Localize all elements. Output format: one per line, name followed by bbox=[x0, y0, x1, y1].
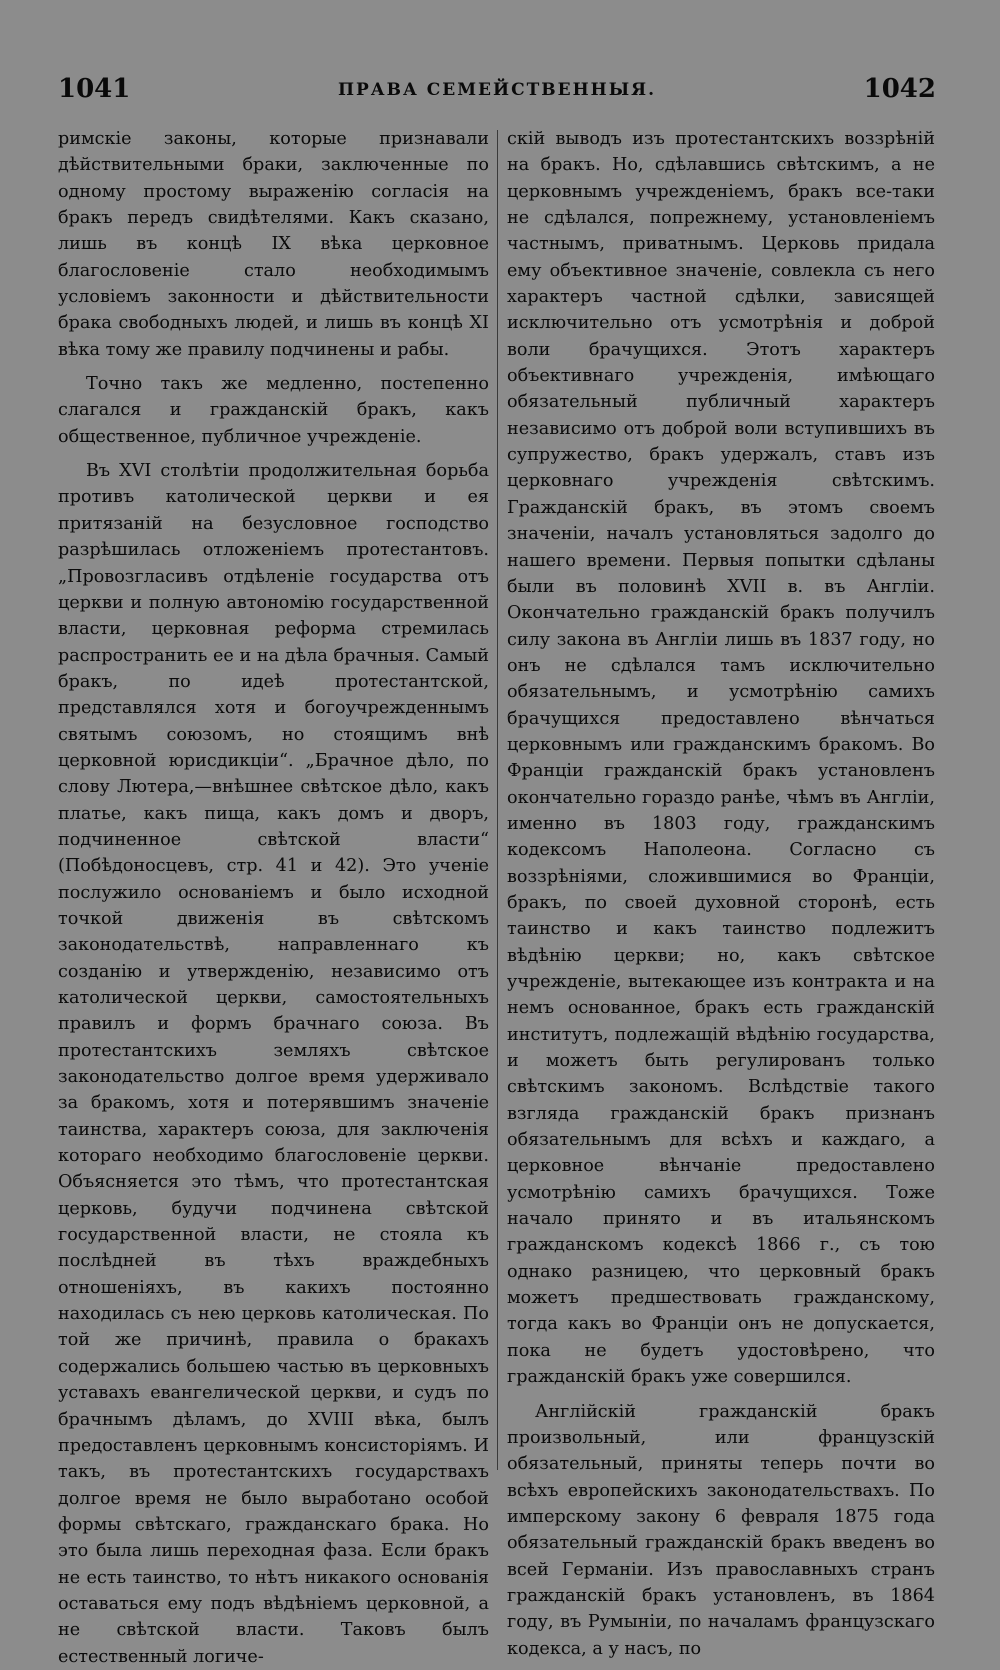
page-number-right: 1042 bbox=[863, 74, 936, 104]
left-column bbox=[58, 126, 489, 1670]
right-column bbox=[507, 126, 935, 1662]
left-paragraph-3: Въ XVI столѣтіи продолжительная борьба противъ католической церкви и ея притязаній на безусловное господство разрѣшилась отложеніемъ протестантовъ. „Провозгласивъ отдѣленіе государства отъ церкви и полную автономію государственной власти, церковная реформа стремилась распространить ее и на дѣла брачныя. Самый бракъ, по идеѣ протестантской, представлялся хотя и богоучрежденнымъ святымъ союзомъ, но стоящимъ внѣ церковной юрисдикціи“. „Брачное дѣло, по слову Лютера,—внѣшнее свѣтское дѣло, какъ платье, какъ пища, какъ домъ и дворъ, подчиненное свѣтской власти“ (Побѣдоносцевъ, стр. 41 и 42). Это ученіе послужило основаніемъ и было исходной точкой движенія въ свѣтскомъ законодательствѣ, направленнаго къ созданію и утвержденію, независимо отъ католической церкви, самостоятельныхъ правилъ и формъ брачнаго союза. Въ протестантскихъ земляхъ свѣтское законодательство долгое время удерживало за бракомъ, хотя и потерявшимъ значеніе таинства, характеръ союза, для заключенія котораго необходимо благословеніе церкви. Объясняется это тѣмъ, что протестантская церковь, будучи подчинена свѣтской государственной власти, не стояла къ послѣдней въ тѣхъ враждебныхъ отношеніяхъ, въ какихъ постоянно находилась съ нею церковь католическая. По той же причинѣ, правила о бракахъ содержались большею частью въ церковныхъ уставахъ евангелической церкви, и судъ по брачнымъ дѣламъ, до XVIII вѣка, былъ предоставленъ церковнымъ консисторіямъ. И такъ, въ протестантскихъ государствахъ долгое время не было выработано особой формы свѣтскаго, гражданскаго брака. Но это была лишь переходная фаза. Если бракъ не есть таинство, то нѣтъ никакого основанія оставаться ему подъ вѣдѣніемъ церковной, а не свѣтской власти. Таковъ былъ естественный логиче- bbox=[58, 461, 489, 1667]
running-title: ПРАВА СЕМЕЙСТВЕННЫЯ. bbox=[337, 80, 657, 100]
left-paragraph-1: римскіе законы, которые признавали дѣйствительными браки, заключенные по одному простому выраженію согласія на бракъ передъ свидѣтелями. Какъ сказано, лишь въ концѣ IX вѣка церковное благословеніе стало необходимымъ условіемъ законности и дѣйствительности брака свободныхъ людей, и лишь въ концѣ XI вѣка тому же правилу подчинены и рабы. bbox=[58, 129, 489, 360]
left-paragraph-2: Точно такъ же медленно, постепенно слагался и гражданскій бракъ, какъ общественное, публичное учрежденіе. bbox=[58, 374, 489, 447]
right-paragraph-1: скій выводъ изъ протестантскихъ воззрѣній на бракъ. Но, сдѣлавшись свѣтскимъ, а не церковнымъ учрежденіемъ, бракъ все-таки не сдѣлался, попрежнему, установленіемъ частнымъ, приватнымъ. Церковь придала ему объективное значеніе, совлекла съ него характеръ частной сдѣлки, зависящей исключительно отъ усмотрѣнія и доброй воли брачущихся. Этотъ характеръ объективнаго учрежденія, имѣющаго обязательный публичный характеръ независимо отъ доброй воли вступившихъ въ супружество, бракъ удержалъ, ставъ изъ церковнаго учрежденія свѣтскимъ. Гражданскій бракъ, въ этомъ своемъ значеніи, началъ установляться задолго до нашего времени. Первыя попытки сдѣланы были въ половинѣ XVII в. въ Англіи. Окончательно гражданскій бракъ получилъ силу закона въ Англіи лишь въ 1837 году, но онъ не сдѣлался тамъ исключительно обязательнымъ, и усмотрѣнію самихъ брачущихся предоставлено вѣнчаться церковнымъ или гражданскимъ бракомъ. Во Франціи гражданскій бракъ установленъ окончательно гораздо ранѣе, чѣмъ въ Англіи, именно въ 1803 году, гражданскимъ кодексомъ Наполеона. Согласно съ воззрѣніями, сложившимися во Франціи, бракъ, по своей духовной сторонѣ, есть таинство и какъ таинство подлежитъ вѣдѣнію церкви; но, какъ свѣтское учрежденіе, вытекающее изъ контракта и на немъ основанное, бракъ есть гражданскій институтъ, подлежащій вѣдѣнію государства, и можетъ быть регулированъ только свѣтскимъ закономъ. Вслѣдствіе такого взгляда гражданскій бракъ признанъ обязательнымъ для всѣхъ и каждаго, а церковное вѣнчаніе предоставлено усмотрѣнію самихъ брачущихся. Тоже начало принято и въ итальянскомъ гражданскомъ кодексѣ 1866 г., съ тою однако разницею, что церковный бракъ можетъ предшествовать гражданскому, тогда какъ во Франціи онъ не допускается, пока не будетъ удостовѣрено, что гражданскій бракъ уже совершился. bbox=[507, 129, 935, 1388]
column-divider bbox=[497, 130, 498, 1470]
running-header bbox=[58, 74, 936, 108]
right-paragraph-2: Англійскій гражданскій бракъ произвольный, или французскій обязательный, приняты теперь почти во всѣхъ европейскихъ законодательствахъ. По имперскому закону 6 февраля 1875 года обязательный гражданскій бракъ введенъ во всей Германіи. Изъ православныхъ странъ гражданскій бракъ установленъ, въ 1864 году, въ Румыніи, по началамъ французскаго кодекса, а у насъ, по bbox=[507, 1401, 935, 1659]
page-number-left: 1041 bbox=[58, 74, 131, 104]
